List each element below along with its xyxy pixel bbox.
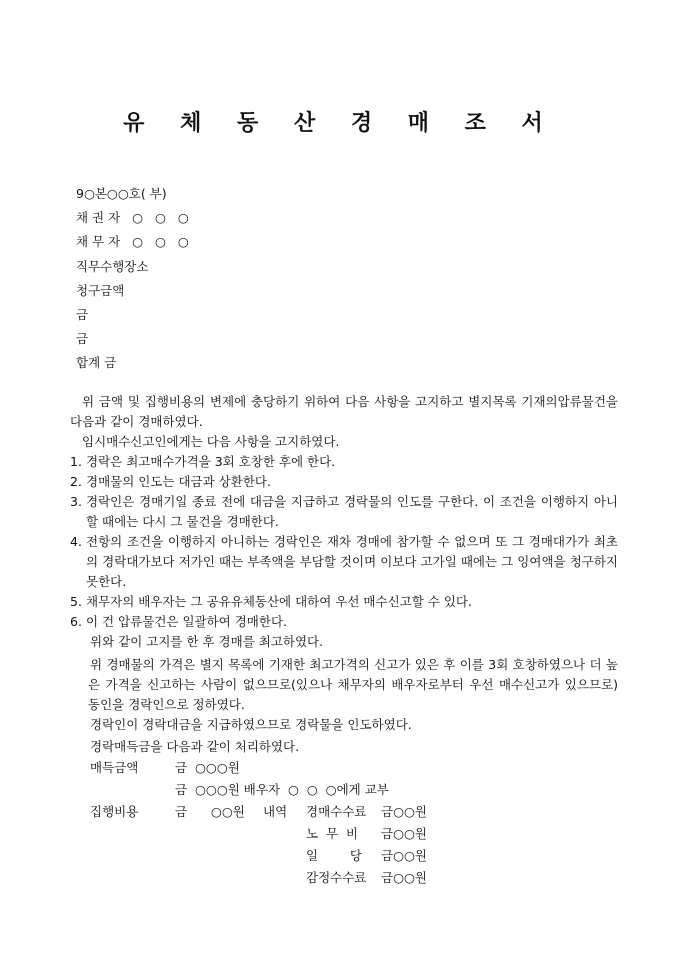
breakdown-item-label: 일 당 — [306, 848, 362, 863]
list-item-text: 경락은 최고매수가격을 3회 호창한 후에 한다. — [86, 454, 336, 469]
breakdown-item-value: 금○○원 — [381, 804, 427, 819]
list-item-number: 1. — [70, 454, 82, 469]
amount2-label: 금 — [76, 331, 89, 346]
list-item — [70, 532, 618, 592]
amount1-label: 금 — [76, 307, 89, 322]
proceeds-intro-line: 경락매득금을 다음과 같이 처리하였다. — [90, 739, 300, 754]
claim-label: 청구금액 — [76, 283, 125, 298]
debtor-row — [76, 234, 189, 250]
list-item-text: 채무자의 배우자는 그 공유유체동산에 대하여 우선 매수신고할 수 있다. — [86, 594, 472, 609]
place-label: 직무수행장소 — [76, 259, 149, 274]
breakdown-label: 내역 — [263, 804, 288, 819]
sale-amount-value: 금 ○○○원 — [175, 760, 240, 775]
list-item — [70, 592, 618, 612]
list-item-text: 이 건 압류물건은 일괄하여 경매한다. — [86, 614, 287, 629]
delivery-line: 경락인이 경락대금을 지급하였으므로 경락물을 인도하였다. — [90, 717, 412, 732]
list-item — [70, 492, 618, 532]
breakdown-item-value: 금○○원 — [381, 870, 427, 885]
creditor-value: ○ ○ ○ — [132, 210, 189, 225]
list-item-number: 6. — [70, 614, 82, 629]
breakdown-item-label: 경매수수료 — [306, 804, 367, 819]
list-item-number: 4. — [70, 534, 82, 549]
list-item — [70, 472, 618, 492]
debtor-label: 채 무 자 — [76, 234, 121, 249]
execution-cost-label: 집행비용 — [90, 804, 139, 819]
total-label: 합계 금 — [76, 355, 117, 370]
list-item-number: 2. — [70, 474, 82, 489]
breakdown-item-label: 노 무 비 — [306, 826, 359, 841]
case-number: 9○본○○호( 부) — [76, 186, 167, 201]
debtor-value: ○ ○ ○ — [132, 234, 189, 249]
intro-paragraph: 위 금액 및 집행비용의 변제에 충당하기 위하여 다음 사항을 고지하고 별지목록 기재의압류물건을 다음과 같이 경매하였다. — [70, 394, 618, 429]
list-item — [70, 452, 618, 472]
breakdown-item-label: 감정수수료 — [306, 870, 367, 885]
list-item-number: 3. — [70, 494, 82, 509]
breakdown-item-value: 금○○원 — [381, 826, 427, 841]
list-item-number: 5. — [70, 594, 82, 609]
creditor-row — [76, 210, 189, 226]
list-item — [70, 612, 618, 632]
spouse-payment-line: 금 ○○○원 배우자 ○ ○ ○에게 교부 — [175, 782, 389, 797]
execution-cost-value: 금 ○○원 — [175, 804, 245, 819]
breakdown-item-value: 금○○원 — [381, 848, 427, 863]
creditor-label: 채 권 자 — [76, 210, 121, 225]
document-title: 유 체 동 산 경 매 조 서 — [123, 110, 557, 136]
list-item-text: 경매물의 인도는 대금과 상환한다. — [86, 474, 271, 489]
list-item-text: 경락인은 경매기일 종료 전에 대금을 지급하고 경락물의 인도를 구한다. 이 조건을 이행하지 아니할 때에는 다시 그 물건을 경매한다. — [86, 494, 618, 529]
notice-paragraph: 임시매수신고인에게는 다음 사항을 고지하였다. — [82, 434, 340, 449]
list-item-text: 전항의 조건을 이행하지 아니하는 경락인은 재차 경매에 참가할 수 없으며 또 그 경매대가가 최초의 경락대가보다 저가인 때는 부족액을 부담할 것이며 이보다 고가일 때에는 그 잉여액을 청구하지 못한다. — [86, 534, 618, 589]
price-paragraph: 위 경매물의 가격은 별지 목록에 기재한 최고가격의 신고가 있은 후 이를 3회 호창하였으나 더 높은 가격을 신고하는 사람이 없으므로(있으나 채무자의 배우자로부터 우선 매수신고가 있으므로) 동인을 경락인으로 정하였다. — [88, 657, 618, 712]
after-notice-line: 위와 같이 고지를 한 후 경매를 최고하였다. — [90, 634, 324, 649]
sale-amount-label: 매득금액 — [90, 760, 139, 775]
